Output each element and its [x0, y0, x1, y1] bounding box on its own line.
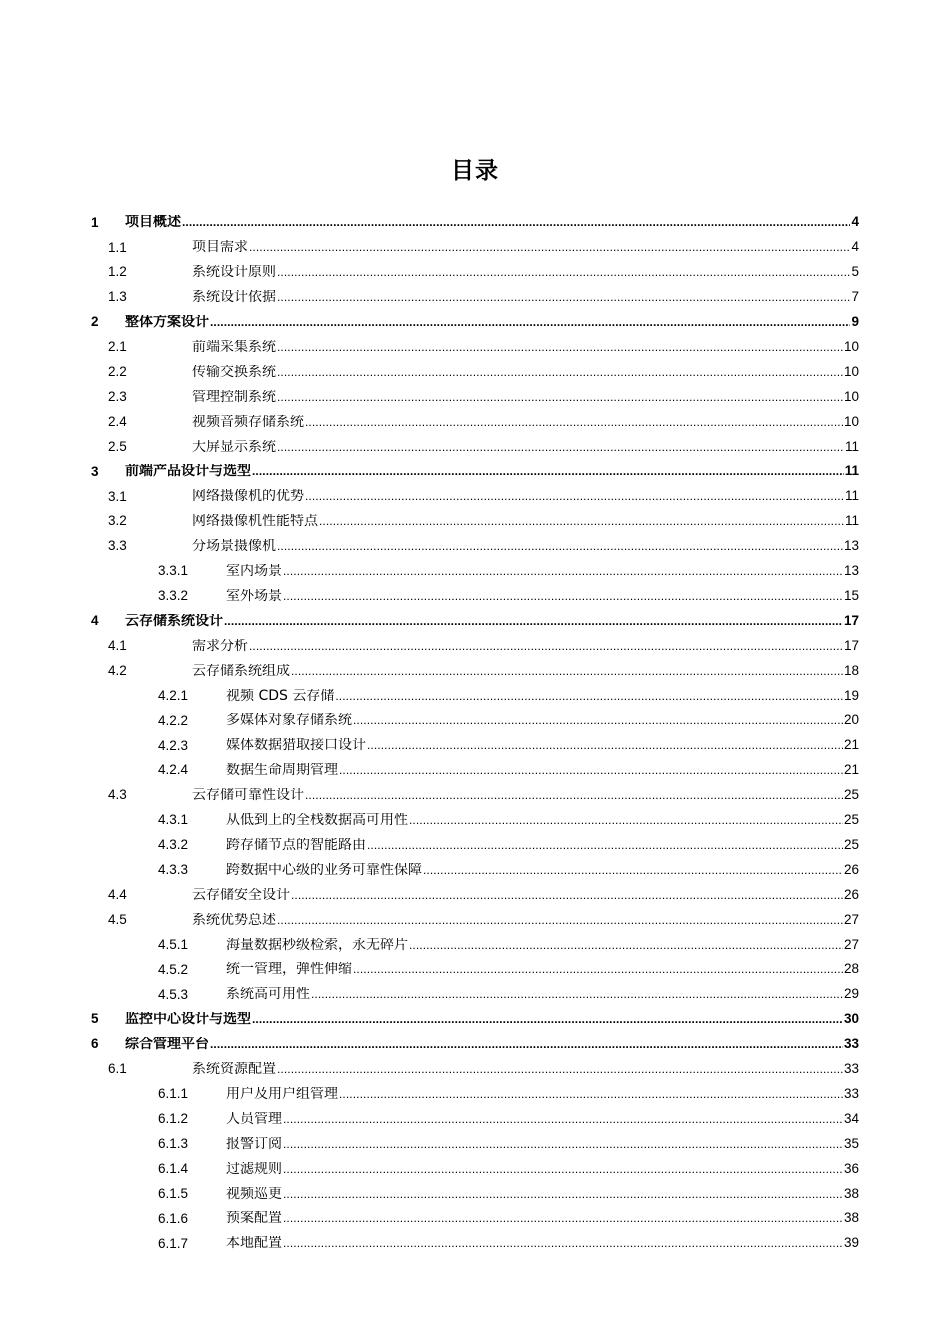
toc-entry[interactable]	[0, 808, 950, 833]
toc-entry-title: 用户及用户组管理	[226, 1086, 338, 1101]
toc-entry[interactable]	[0, 1131, 950, 1156]
toc-entry[interactable]	[0, 833, 950, 858]
toc-entry[interactable]	[0, 409, 950, 434]
toc-entry[interactable]	[0, 459, 950, 484]
toc-entry-page-number: 10	[843, 414, 859, 429]
toc-entry-title: 跨数据中心级的业务可靠性保障	[226, 862, 422, 877]
toc-dot-leader	[283, 1163, 843, 1175]
toc-entry-title: 项目概述	[125, 215, 181, 230]
toc-entry-line	[192, 1062, 859, 1076]
toc-entry-title: 系统设计原则	[192, 265, 276, 280]
toc-dot-leader	[409, 814, 843, 826]
toc-entry-number: 6.1.3	[158, 1135, 189, 1151]
toc-entry-page-number: 7	[851, 290, 859, 305]
toc-entry-page-number: 33	[843, 1086, 859, 1101]
toc-dot-leader	[210, 316, 850, 328]
toc-entry-line	[226, 1187, 859, 1201]
toc-entry[interactable]	[0, 857, 950, 882]
toc-entry-page-number: 35	[843, 1136, 859, 1151]
toc-entry-page-number: 10	[843, 339, 859, 354]
toc-entry-line	[125, 215, 859, 229]
toc-entry-page-number: 33	[843, 1037, 859, 1052]
toc-entry-line	[192, 415, 859, 429]
toc-dot-leader	[277, 341, 843, 353]
toc-entry-line	[192, 664, 859, 678]
toc-entry-number: 4.5.1	[158, 936, 189, 952]
toc-entry-title: 综合管理平台	[125, 1037, 209, 1052]
toc-entry-title: 视频 CDS 云存储	[226, 688, 335, 703]
toc-entry-title: 需求分析	[192, 638, 248, 653]
toc-entry-title: 监控中心设计与选型	[125, 1012, 251, 1027]
toc-dot-leader	[367, 739, 843, 751]
toc-entry-page-number: 4	[851, 215, 859, 230]
toc-entry-number: 3.3	[108, 538, 127, 554]
toc-entry[interactable]	[0, 1156, 950, 1181]
toc-entry[interactable]	[0, 484, 950, 509]
toc-entry[interactable]	[0, 683, 950, 708]
toc-entry-line	[226, 763, 859, 777]
toc-dot-leader	[311, 988, 843, 1000]
toc-entry-number: 6.1.2	[158, 1111, 189, 1127]
toc-dot-leader	[277, 391, 843, 403]
toc-entry-page-number: 11	[844, 514, 859, 529]
toc-dot-leader	[277, 291, 850, 303]
toc-entry[interactable]	[0, 310, 950, 335]
toc-entry-number: 4.5.3	[158, 986, 189, 1002]
toc-entry-line	[226, 689, 859, 703]
toc-entry-page-number: 11	[844, 489, 859, 504]
toc-entry[interactable]	[0, 633, 950, 658]
toc-entry-number: 2.4	[108, 413, 127, 429]
toc-entry-line	[226, 938, 859, 952]
toc-entry[interactable]	[0, 907, 950, 932]
toc-entry-line	[226, 713, 859, 727]
toc-entry-number: 2.3	[108, 388, 127, 404]
toc-entry-line	[125, 614, 859, 628]
toc-entry-number: 6.1.1	[158, 1086, 189, 1102]
toc-entry-line	[226, 564, 859, 578]
toc-dot-leader	[423, 864, 843, 876]
toc-entry[interactable]	[0, 1032, 950, 1057]
toc-entry-page-number: 4	[851, 240, 859, 255]
toc-entry-number: 6.1	[108, 1061, 127, 1077]
toc-entry-line	[226, 1211, 859, 1225]
toc-entry-page-number: 27	[843, 937, 859, 952]
toc-entry-title: 大屏显示系统	[192, 439, 276, 454]
toc-entry-line	[192, 240, 859, 254]
toc-dot-leader	[277, 914, 843, 926]
toc-entry[interactable]	[0, 1206, 950, 1231]
toc-dot-leader	[305, 490, 844, 502]
toc-entry-title: 系统设计依据	[192, 290, 276, 305]
toc-entry-title: 传输交换系统	[192, 364, 276, 379]
toc-dot-leader	[277, 540, 843, 552]
toc-entry-line	[226, 1137, 859, 1151]
toc-entry-number: 4.3.1	[158, 812, 189, 828]
toc-entry[interactable]	[0, 509, 950, 534]
toc-entry-number: 6.1.6	[158, 1210, 189, 1226]
toc-entry-title: 管理控制系统	[192, 389, 276, 404]
toc-entry-page-number: 19	[843, 688, 859, 703]
toc-entry-line	[192, 265, 859, 279]
toc-entry-number: 4.3.3	[158, 862, 189, 878]
toc-entry-page-number: 25	[843, 813, 859, 828]
toc-entry-number: 6.1.7	[158, 1235, 189, 1251]
toc-entry[interactable]	[0, 658, 950, 683]
toc-entry-title: 项目需求	[192, 240, 248, 255]
toc-entry-line	[226, 1087, 859, 1101]
toc-dot-leader	[305, 789, 843, 801]
toc-entry[interactable]	[0, 260, 950, 285]
toc-entry-page-number: 39	[843, 1236, 859, 1251]
toc-dot-leader	[277, 441, 844, 453]
toc-entry-line	[192, 440, 859, 454]
toc-dot-leader	[283, 1138, 843, 1150]
toc-entry-line	[192, 489, 859, 503]
toc-entry-title: 视频巡更	[226, 1186, 282, 1201]
toc-entry-number: 4.2	[108, 662, 127, 678]
toc-entry[interactable]	[0, 235, 950, 260]
toc-entry[interactable]	[0, 733, 950, 758]
toc-entry-line	[226, 838, 859, 852]
toc-dot-leader	[409, 939, 843, 951]
toc-entry-line	[226, 1236, 859, 1250]
toc-entry-line	[125, 315, 859, 329]
toc-entry-number: 4.5	[108, 911, 127, 927]
toc-entry-line	[226, 863, 859, 877]
toc-entry[interactable]	[0, 359, 950, 384]
toc-entry-number: 2.5	[108, 438, 127, 454]
toc-dot-leader	[283, 590, 843, 602]
toc-entry-number: 3.1	[108, 488, 127, 504]
toc-entry-page-number: 27	[843, 912, 859, 927]
toc-entry-page-number: 20	[843, 713, 859, 728]
toc-entry[interactable]	[0, 1007, 950, 1032]
toc-entry-line	[125, 1012, 859, 1026]
toc-entry-page-number: 36	[843, 1161, 859, 1176]
toc-entry-number: 2.1	[108, 339, 127, 355]
toc-entry-title: 网络摄像机的优势	[192, 489, 304, 504]
toc-entry-page-number: 25	[843, 837, 859, 852]
toc-entry-number: 4.5.2	[158, 961, 189, 977]
toc-dot-leader	[277, 1063, 843, 1075]
toc-entry-line	[192, 290, 859, 304]
toc-entry-title: 整体方案设计	[125, 315, 209, 330]
toc-entry[interactable]	[0, 1106, 950, 1131]
toc-entry-page-number: 10	[843, 364, 859, 379]
toc-dot-leader	[283, 1113, 843, 1125]
toc-heading: 目录	[451, 158, 499, 184]
toc-entry-number: 4.2.1	[158, 687, 189, 703]
toc-entry-number: 1.3	[108, 289, 127, 305]
toc-dot-leader	[277, 266, 850, 278]
toc-entry-title: 统一管理，弹性伸缩	[226, 962, 352, 977]
toc-entry[interactable]	[0, 1082, 950, 1107]
toc-dot-leader	[305, 416, 843, 428]
toc-entry[interactable]	[0, 384, 950, 409]
toc-entry-line	[226, 589, 859, 603]
toc-entry-page-number: 30	[843, 1012, 859, 1027]
toc-entry-page-number: 34	[843, 1111, 859, 1126]
toc-entry-title: 云存储安全设计	[192, 887, 290, 902]
toc-entry-page-number: 28	[843, 962, 859, 977]
toc-dot-leader	[283, 1188, 843, 1200]
toc-entry-number: 3.3.1	[158, 563, 189, 579]
toc-entry-number: 1.1	[108, 239, 127, 255]
toc-entry-title: 视频音频存储系统	[192, 414, 304, 429]
toc-entry[interactable]	[0, 1181, 950, 1206]
toc-entry-number: 1.2	[108, 264, 127, 280]
toc-dot-leader	[249, 640, 843, 652]
toc-dot-leader	[353, 963, 843, 975]
toc-entry-title: 云存储可靠性设计	[192, 788, 304, 803]
toc-entry-line	[192, 913, 859, 927]
toc-entry-title: 系统优势总述	[192, 912, 276, 927]
toc-entry[interactable]	[0, 608, 950, 633]
toc-entry-line	[192, 390, 859, 404]
toc-entry-number: 4.3.2	[158, 837, 189, 853]
toc-entry-number: 4.2.3	[158, 737, 189, 753]
toc-entry-number: 2.2	[108, 364, 127, 380]
toc-entry-page-number: 13	[843, 564, 859, 579]
toc-entry-page-number: 29	[843, 987, 859, 1002]
toc-entry-title: 室外场景	[226, 588, 282, 603]
toc-entry[interactable]	[0, 708, 950, 733]
toc-entry-line	[226, 987, 859, 1001]
toc-dot-leader	[252, 1013, 843, 1025]
toc-entry-number: 4.2.4	[158, 762, 189, 778]
toc-entry-page-number: 15	[843, 588, 859, 603]
toc-entry-number: 4	[91, 613, 99, 629]
toc-entry-page-number: 38	[843, 1211, 859, 1226]
toc-entry-page-number: 5	[851, 265, 859, 280]
toc-entry-line	[226, 738, 859, 752]
toc-entry-number: 1	[91, 214, 99, 230]
toc-entry-line	[125, 464, 859, 478]
toc-entry-page-number: 17	[843, 638, 859, 653]
toc-entry-title: 云存储系统组成	[192, 663, 290, 678]
toc-entry-line	[226, 813, 859, 827]
toc-entry-number: 6	[91, 1036, 99, 1052]
toc-entry[interactable]	[0, 957, 950, 982]
toc-entry-line	[192, 639, 859, 653]
toc-entry-line	[125, 1037, 859, 1051]
toc-entry-page-number: 26	[843, 887, 859, 902]
toc-entry-line	[192, 340, 859, 354]
toc-entry-number: 3	[91, 463, 99, 479]
toc-dot-leader	[182, 216, 850, 228]
toc-entry[interactable]	[0, 285, 950, 310]
toc-entry-page-number: 33	[843, 1062, 859, 1077]
toc-entry[interactable]	[0, 1057, 950, 1082]
toc-entry-title: 媒体数据猎取接口设计	[226, 738, 366, 753]
toc-entry-number: 3.2	[108, 513, 127, 529]
toc-entry[interactable]	[0, 932, 950, 957]
toc-entry[interactable]	[0, 882, 950, 907]
toc-dot-leader	[210, 1038, 843, 1050]
toc-entry-title: 网络摄像机性能特点	[192, 514, 318, 529]
toc-dot-leader	[335, 690, 843, 702]
toc-entry-page-number: 17	[843, 613, 859, 628]
toc-entry[interactable]	[0, 783, 950, 808]
toc-entry-title: 海量数据秒级检索，永无碎片	[226, 937, 408, 952]
toc-entry[interactable]	[0, 982, 950, 1007]
toc-dot-leader	[283, 1237, 843, 1249]
toc-dot-leader	[319, 515, 844, 527]
toc-entry-page-number: 38	[843, 1186, 859, 1201]
toc-entry-line	[226, 962, 859, 976]
toc-dot-leader	[249, 241, 850, 253]
toc-entry-title: 报警订阅	[226, 1136, 282, 1151]
toc-entry-title: 本地配置	[226, 1236, 282, 1251]
toc-entry-title: 前端产品设计与选型	[125, 464, 251, 479]
toc-entry[interactable]	[0, 434, 950, 459]
toc-entry-title: 云存储系统设计	[125, 613, 223, 628]
toc-entry-title: 室内场景	[226, 564, 282, 579]
toc-entry-page-number: 21	[843, 763, 859, 778]
toc-dot-leader	[277, 366, 843, 378]
toc-entry[interactable]	[0, 335, 950, 360]
toc-entry-title: 前端采集系统	[192, 339, 276, 354]
toc-entry-page-number: 9	[851, 315, 859, 330]
toc-entry-page-number: 11	[844, 464, 859, 479]
toc-dot-leader	[339, 764, 843, 776]
toc-entry-number: 4.2.2	[158, 712, 189, 728]
toc-entry-line	[192, 365, 859, 379]
toc-entry-title: 跨存储节点的智能路由	[226, 837, 366, 852]
toc-entry-title: 系统高可用性	[226, 987, 310, 1002]
toc-dot-leader	[339, 1088, 843, 1100]
toc-entry-title: 分场景摄像机	[192, 539, 276, 554]
toc-entry-title: 数据生命周期管理	[226, 763, 338, 778]
toc-entry[interactable]	[0, 534, 950, 559]
toc-dot-leader	[291, 889, 843, 901]
toc-entry-page-number: 18	[843, 663, 859, 678]
toc-entry-title: 过滤规则	[226, 1161, 282, 1176]
toc-dot-leader	[291, 665, 843, 677]
toc-dot-leader	[252, 465, 844, 477]
toc-entry[interactable]	[0, 1231, 950, 1256]
toc-entry-line	[226, 1112, 859, 1126]
toc-entry[interactable]	[0, 559, 950, 584]
toc-entry-line	[192, 788, 859, 802]
toc-dot-leader	[224, 615, 843, 627]
toc-entry-page-number: 25	[843, 788, 859, 803]
toc-dot-leader	[283, 565, 843, 577]
toc-entry-number: 4.4	[108, 886, 127, 902]
toc-entry-title: 从低到上的全栈数据高可用性	[226, 813, 408, 828]
toc-entry-line	[192, 539, 859, 553]
toc-entry-number: 5	[91, 1011, 99, 1027]
toc-entry-page-number: 13	[843, 539, 859, 554]
toc-entry-page-number: 21	[843, 738, 859, 753]
toc-entry-number: 4.1	[108, 637, 127, 653]
toc-entry-line	[192, 888, 859, 902]
toc-entry-line	[192, 514, 859, 528]
toc-entry-page-number: 11	[844, 439, 859, 454]
toc-entry-number: 6.1.5	[158, 1185, 189, 1201]
toc-entry-number: 4.3	[108, 787, 127, 803]
toc-entry-number: 2	[91, 314, 99, 330]
toc-entry-title: 人员管理	[226, 1111, 282, 1126]
toc-entry-page-number: 10	[843, 389, 859, 404]
toc-entry-page-number: 26	[843, 862, 859, 877]
toc-entry-line	[226, 1162, 859, 1176]
toc-entry-number: 3.3.2	[158, 588, 189, 604]
toc-entry-title: 预案配置	[226, 1211, 282, 1226]
toc-entry-title: 系统资源配置	[192, 1062, 276, 1077]
toc-dot-leader	[283, 1212, 843, 1224]
toc-entry[interactable]	[0, 210, 950, 235]
toc-entry[interactable]	[0, 758, 950, 783]
toc-entry[interactable]	[0, 584, 950, 609]
toc-entry-title: 多媒体对象存储系统	[226, 713, 352, 728]
toc-dot-leader	[367, 839, 843, 851]
toc-dot-leader	[353, 714, 843, 726]
toc-entry-number: 6.1.4	[158, 1160, 189, 1176]
